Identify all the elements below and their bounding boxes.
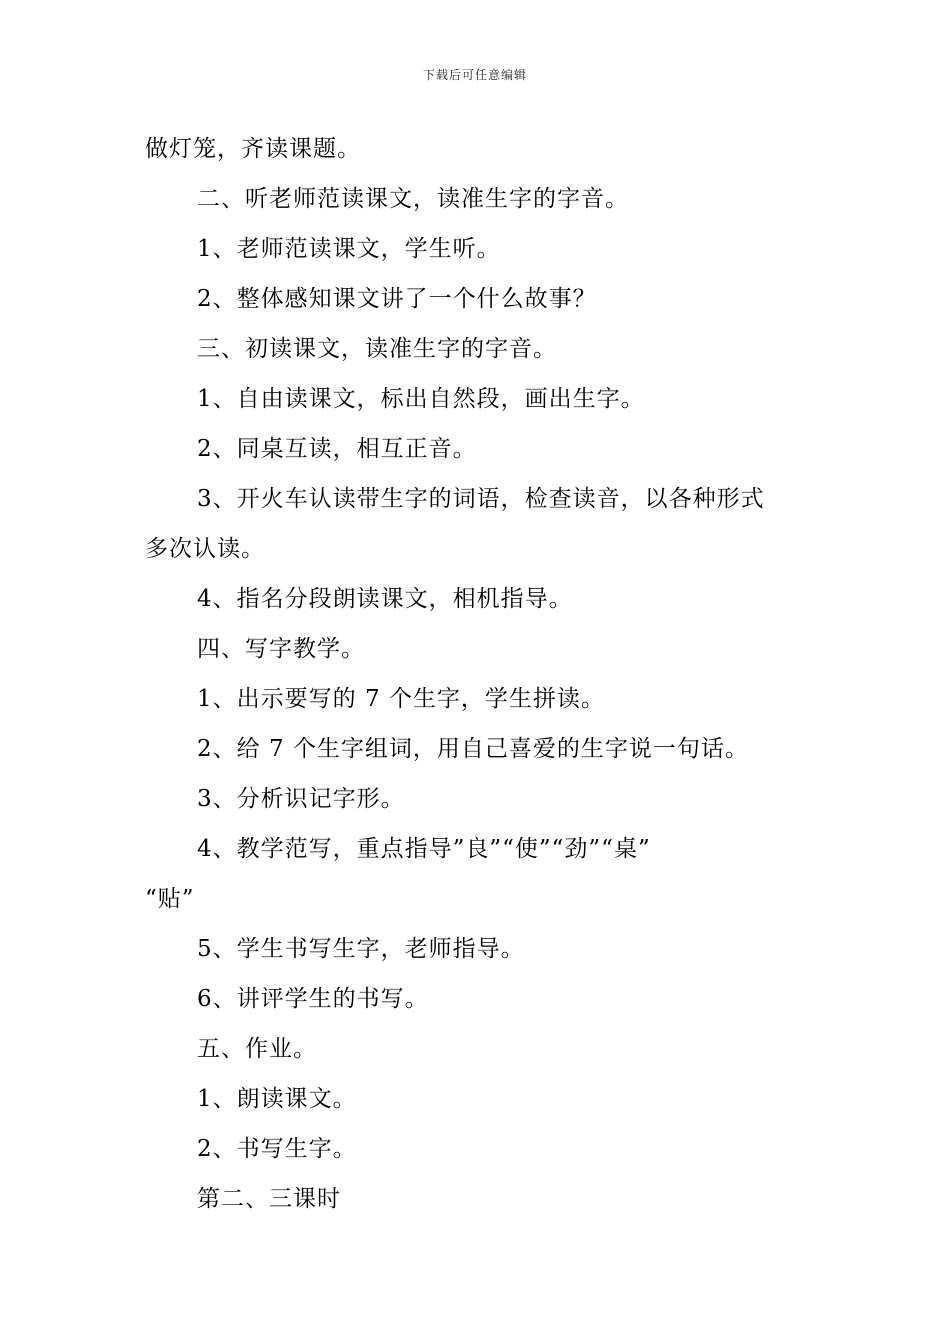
paragraph-line: 1、老师范读课文，学生听。: [197, 236, 501, 262]
paragraph-line: 3、开火车认读带生字的词语，检查读音，以各种形式: [197, 486, 765, 512]
paragraph-line: “贴”: [145, 886, 195, 912]
paragraph-line: 做灯笼，齐读课题。: [145, 136, 361, 162]
paragraph-line: 1、朗读课文。: [197, 1086, 357, 1112]
paragraph-line: 5、学生书写生字，老师指导。: [197, 936, 525, 962]
paragraph-line: 多次认读。: [145, 536, 265, 562]
section-heading: 第二、三课时: [197, 1186, 341, 1212]
paragraph-line: 1、自由读课文，标出自然段，画出生字。: [197, 386, 645, 412]
paragraph-line: 4、教学范写，重点指导”良”“使”“劲”“桌”: [197, 836, 651, 862]
paragraph-line: 4、指名分段朗读课文，相机指导。: [197, 586, 573, 612]
paragraph-line: 2、书写生字。: [197, 1136, 357, 1162]
document-body: [145, 130, 810, 1230]
section-heading: 二、听老师范读课文，读准生字的字音。: [197, 186, 629, 212]
paragraph-line: 2、同桌互读，相互正音。: [197, 436, 477, 462]
paragraph-line: 2、给 7 个生字组词，用自己喜爱的生字说一句话。: [197, 736, 749, 762]
section-heading: 三、初读课文，读准生字的字音。: [197, 336, 557, 362]
paragraph-line: 1、出示要写的 7 个生字，学生拼读。: [197, 686, 605, 712]
paragraph-line: 3、分析识记字形。: [197, 786, 405, 812]
paragraph-line: 2、整体感知课文讲了一个什么故事？: [197, 286, 597, 312]
paragraph-line: 6、讲评学生的书写。: [197, 986, 429, 1012]
page-header: 下载后可任意编辑: [422, 68, 527, 82]
section-heading: 五、作业。: [197, 1036, 317, 1062]
section-heading: 四、写字教学。: [197, 636, 365, 662]
